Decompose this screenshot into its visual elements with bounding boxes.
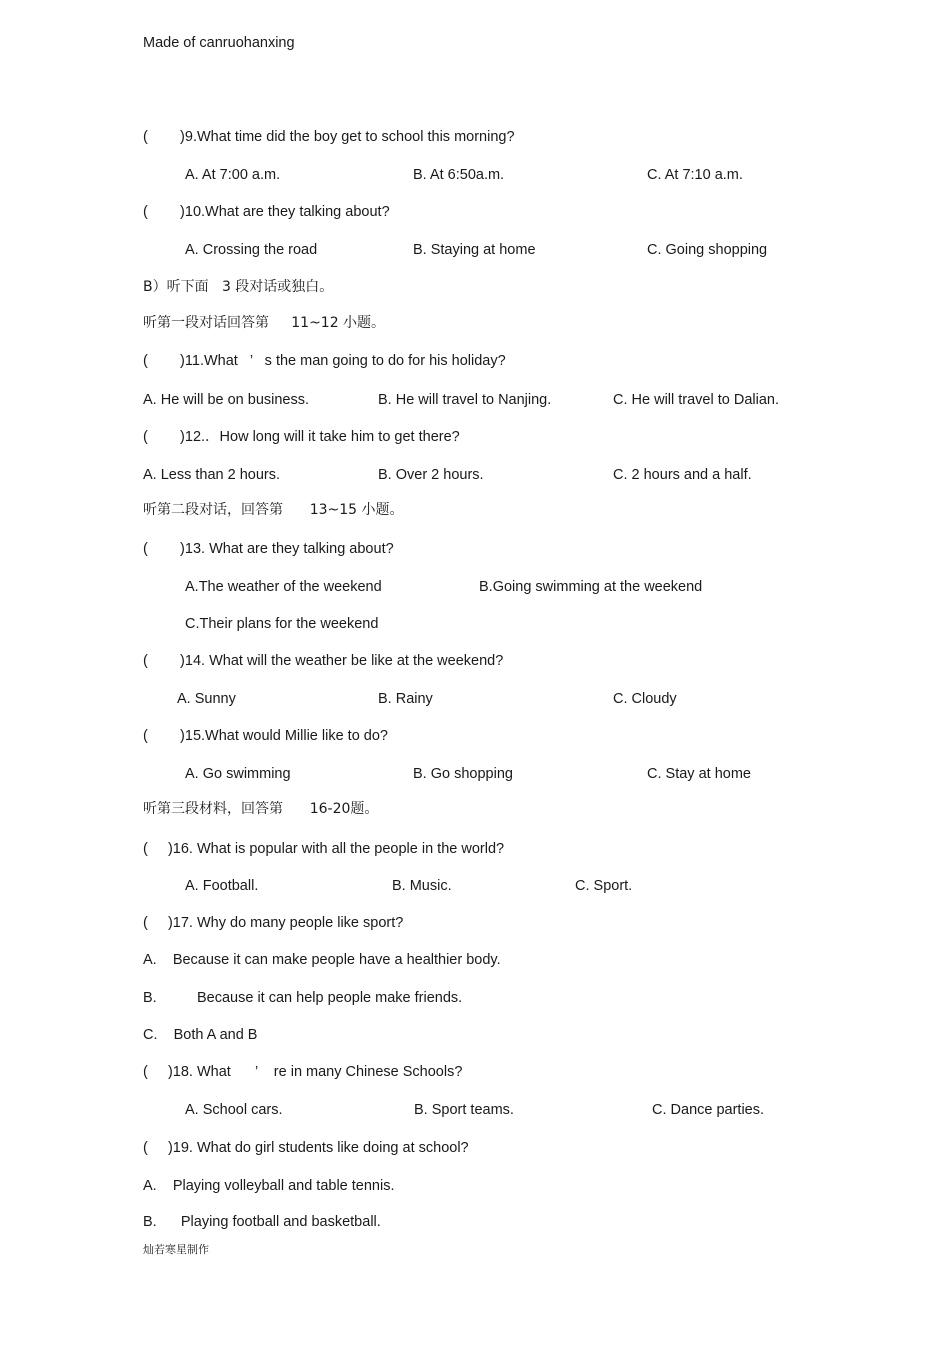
dialog-1-instruction: 听第一段对话回答第 11~12 小题。 xyxy=(143,315,386,331)
question-9-option-b: B. At 6:50a.m. xyxy=(413,167,505,183)
question-18-option-a: A. School cars. xyxy=(185,1102,283,1118)
question-9-option-c: C. At 7:10 a.m. xyxy=(647,167,743,183)
question-15-option-c: C. Stay at home xyxy=(647,766,751,782)
question-18-option-c: C. Dance parties. xyxy=(652,1102,765,1118)
question-11-option-b: B. He will travel to Nanjing. xyxy=(378,392,552,408)
question-12-option-b: B. Over 2 hours. xyxy=(378,467,484,483)
question-9-option-a: A. At 7:00 a.m. xyxy=(185,167,281,183)
question-10-option-b: B. Staying at home xyxy=(413,242,536,258)
page-footer: 灿若寒星制作 xyxy=(143,1243,209,1256)
question-19-option-a: A. Playing volleyball and table tennis. xyxy=(143,1178,395,1194)
question-16-option-b: B. Music. xyxy=(392,878,452,894)
question-13-option-b: B.Going swimming at the weekend xyxy=(479,579,703,595)
question-15-option-b: B. Go shopping xyxy=(413,766,513,782)
question-10-option-a: A. Crossing the road xyxy=(185,242,318,258)
question-13-stem: ( )13. What are they talking about? xyxy=(143,541,394,557)
question-11-option-a: A. He will be on business. xyxy=(143,392,310,408)
question-11-option-c: C. He will travel to Dalian. xyxy=(613,392,779,408)
question-16-stem: ( )16. What is popular with all the people in the world? xyxy=(143,841,505,857)
question-19-stem: ( )19. What do girl students like doing at school? xyxy=(143,1140,469,1156)
question-17-option-c: C. Both A and B xyxy=(143,1027,258,1043)
question-17-option-a: A. Because it can make people have a healthier body. xyxy=(143,952,501,968)
question-18-stem: ( )18. What ’ re in many Chinese Schools? xyxy=(143,1064,463,1080)
question-10-stem: ( )10.What are they talking about? xyxy=(143,204,390,220)
section-b-heading: B）听下面 3 段对话或独白。 xyxy=(143,279,334,295)
question-18-option-b: B. Sport teams. xyxy=(414,1102,514,1118)
question-15-stem: ( )15.What would Millie like to do? xyxy=(143,728,388,744)
question-14-option-a: A. Sunny xyxy=(177,691,236,707)
question-16-option-a: A. Football. xyxy=(185,878,259,894)
question-14-option-c: C. Cloudy xyxy=(613,691,677,707)
question-11-stem: ( )11.What ’ s the man going to do for his holiday? xyxy=(143,353,506,369)
question-17-stem: ( )17. Why do many people like sport? xyxy=(143,915,404,931)
question-15-option-a: A. Go swimming xyxy=(185,766,291,782)
question-14-stem: ( )14. What will the weather be like at the weekend? xyxy=(143,653,504,669)
page-header: Made of canruohanxing xyxy=(143,35,295,51)
question-10-option-c: C. Going shopping xyxy=(647,242,768,258)
question-17-option-b: B. Because it can help people make friends. xyxy=(143,990,463,1006)
question-19-option-b: B. Playing football and basketball. xyxy=(143,1214,381,1230)
question-12-stem: ( )12.．How long will it take him to get there? xyxy=(143,429,460,445)
question-13-option-c: C.Their plans for the weekend xyxy=(185,616,379,632)
question-9-stem: ( )9.What time did the boy get to school this morning? xyxy=(143,129,515,145)
question-13-option-a: A.The weather of the weekend xyxy=(185,579,382,595)
question-16-option-c: C. Sport. xyxy=(575,878,633,894)
dialog-3-instruction: 听第三段材料，回答第 16-20题。 xyxy=(143,801,379,817)
question-12-option-c: C. 2 hours and a half. xyxy=(613,467,752,483)
question-14-option-b: B. Rainy xyxy=(378,691,433,707)
question-12-option-a: A. Less than 2 hours. xyxy=(143,467,281,483)
dialog-2-instruction: 听第二段对话，回答第 13~15 小题。 xyxy=(143,502,404,518)
